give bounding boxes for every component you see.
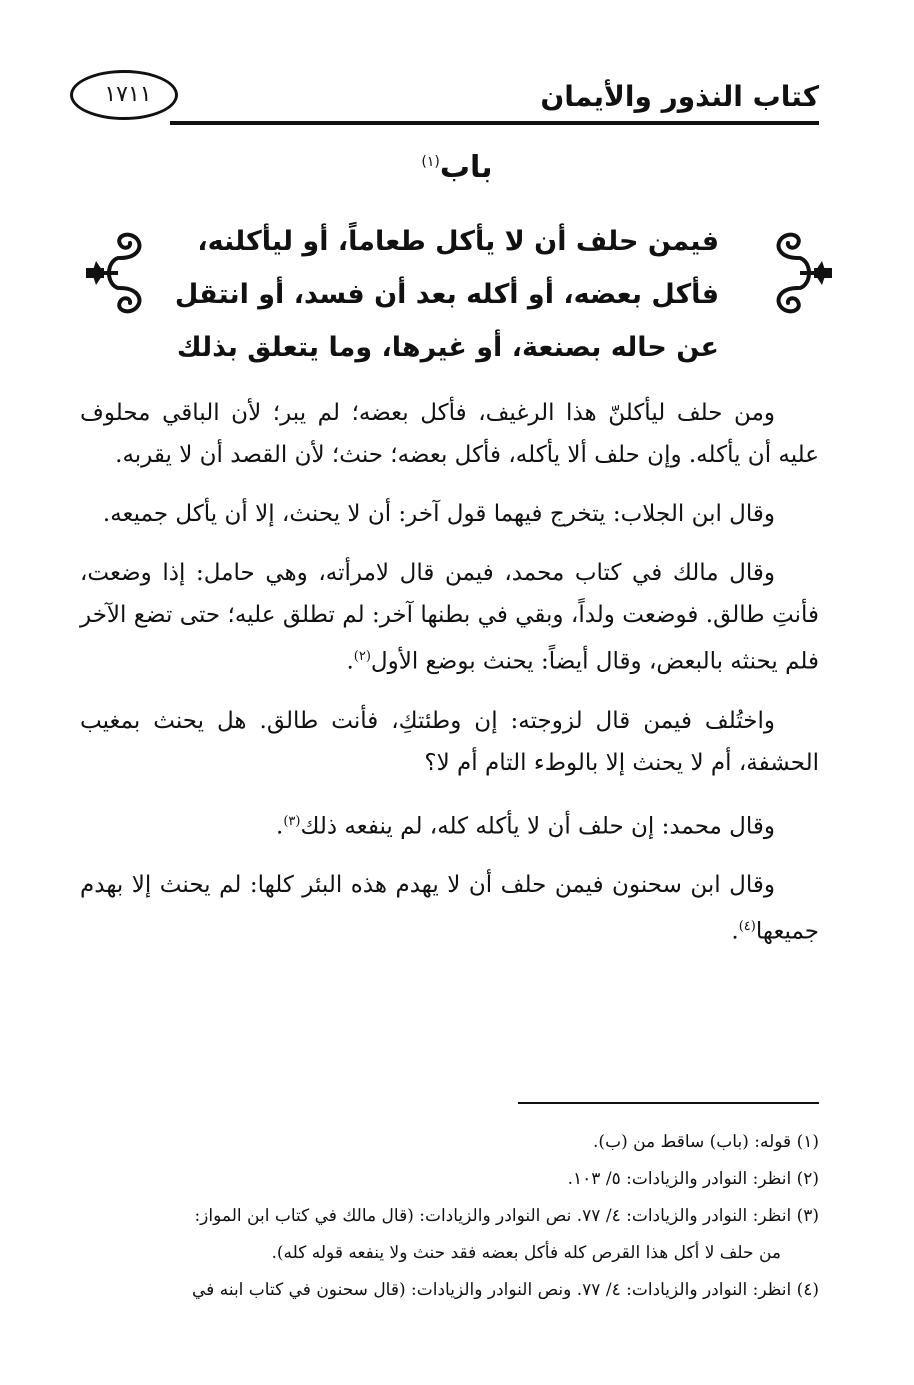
running-title: كتاب النذور والأيمان — [540, 80, 819, 113]
section-title-text: باب — [439, 150, 493, 185]
footnote-text: انظر: النوادر والزيادات: ٤/ ٧٧. نص النوادر والزيادات: (قال مالك في كتاب ابن المواز: — [194, 1206, 792, 1226]
subtitle-line: فأكل بعضه، أو أكله بعد أن فسد، أو انتقل — [174, 279, 719, 310]
footnote — [80, 1124, 819, 1161]
footnote — [80, 1161, 819, 1198]
footnote-text: قوله: (باب) ساقط من (ب). — [593, 1132, 792, 1152]
main-text — [80, 392, 819, 970]
section-subtitle — [170, 215, 719, 374]
footnote — [80, 1272, 819, 1309]
paragraph: وقال مالك في كتاب محمد، فيمن قال لامرأته، وهي حامل: إذا وضعت، فأنتِ طالق. فوضعت ولداً، وبقي في بطنها آخر: لم تطلق عليه؛ حتى تضع الآخر فلم يحنثه بالبعض، وقال أيضاً: يحنث بوضع الأول$^{(٢)}$. — [80, 560, 819, 675]
paragraph: ومن حلف ليأكلنّ هذا الرغيف، فأكل بعضه؛ لم يبر؛ لأن الباقي محلوف عليه أن يأكله. وإن حلف ألا يأكله، فأكل بعضه؛ حنث؛ لأن القصد أن لا يقربه. — [80, 400, 819, 468]
footnote-number: (٤) — [796, 1280, 819, 1300]
footnote-ref: (٣) — [283, 813, 301, 829]
subtitle-line: عن حاله بصنعة، أو غيرها، وما يتعلق بذلك — [176, 332, 719, 363]
footnote-ref: (٤) — [738, 919, 756, 935]
footnotes — [80, 1124, 819, 1309]
paragraph: وقال ابن سحنون فيمن حلف أن لا يهدم هذه البئر كلها: لم يحنث إلا بهدم جميعها$^{(٤)}$. — [80, 872, 819, 945]
header-rule — [170, 121, 819, 125]
footnote-number: (٢) — [796, 1169, 819, 1189]
footnote — [80, 1198, 819, 1272]
section-title — [0, 150, 914, 185]
footnote-text: انظر: النوادر والزيادات: ٥/ ١٠٣. — [567, 1169, 792, 1189]
footnote-text: انظر: النوادر والزيادات: ٤/ ٧٧. ونص النوادر والزيادات: (قال سحنون في كتاب ابنه في — [192, 1280, 792, 1300]
footnote-ref: (٢) — [353, 649, 371, 664]
ornament-left-icon — [82, 228, 158, 318]
paragraph: واختُلف فيمن قال لزوجته: إن وطئتكِ، فأنت طالق. هل يحنث بمغيب الحشفة، أم لا يحنث إلا بالوطء التام أم لا؟ — [80, 707, 819, 776]
page-header — [70, 58, 819, 128]
footnote-continuation: من حلف لا أكل هذا القرص كله فأكل بعضه فقد حنث ولا ينفعه قوله كله). — [271, 1243, 781, 1263]
footnote-number: (٣) — [796, 1206, 819, 1226]
footnote-number: (١) — [796, 1132, 819, 1152]
paragraph: وقال محمد: إن حلف أن لا يأكله كله، لم ينفعه ذلك$^{(٣)}$. — [276, 813, 775, 840]
ornament-right-icon — [760, 228, 836, 318]
subtitle-line: فيمن حلف أن لا يأكل طعاماً، أو ليأكلنه، — [197, 226, 719, 257]
page-number: ١٧١١ — [104, 82, 152, 107]
footnote-separator — [518, 1102, 819, 1104]
paragraph: وقال ابن الجلاب: يتخرج فيهما قول آخر: أن لا يحنث، إلا أن يأكل جميعه. — [102, 501, 775, 527]
section-title-note: (١) — [421, 154, 440, 170]
